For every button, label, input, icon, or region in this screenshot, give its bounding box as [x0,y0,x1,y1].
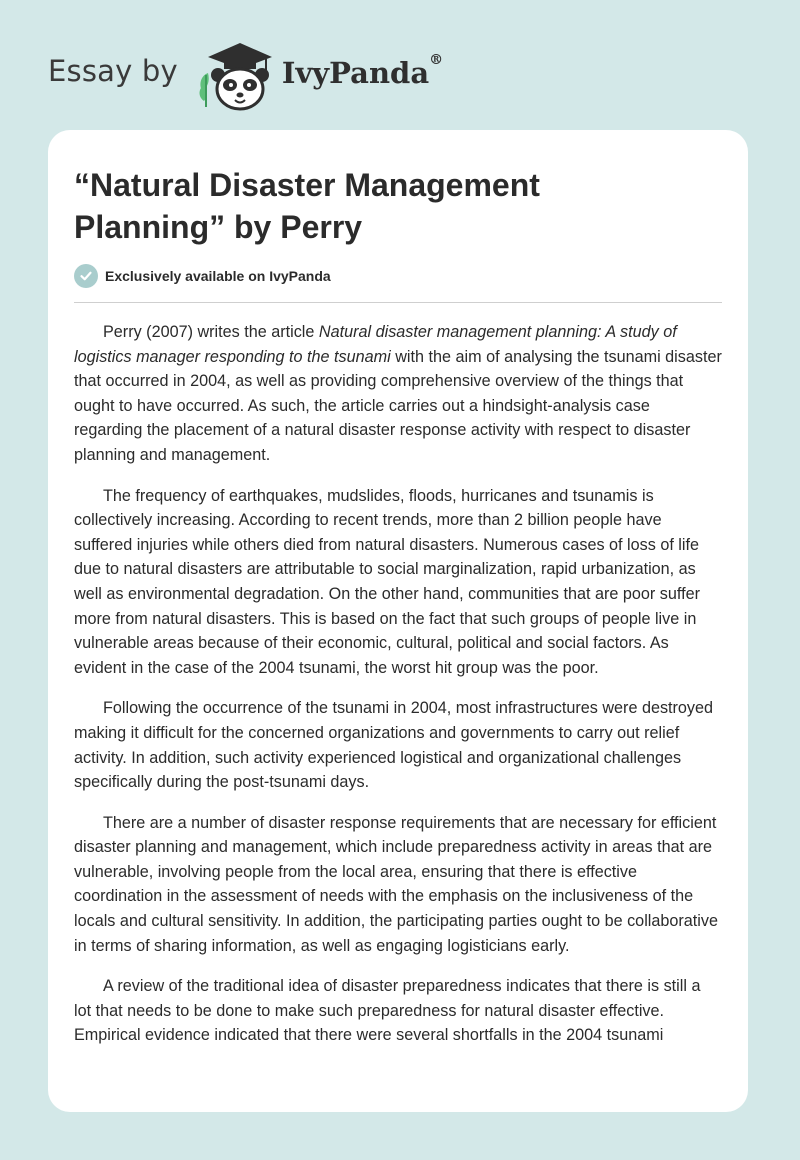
badge-label: Exclusively available on IvyPanda [105,268,331,284]
registered-mark: ® [429,52,444,68]
brand-label: IvyPanda [281,56,430,90]
essay-by-label: Essay by [48,54,178,88]
site-header [48,34,443,114]
divider [74,302,722,303]
essay-card [48,130,748,1112]
article-title-reference: Natural disaster management planning: A study of logistics manager responding to the tsunami [74,323,677,366]
brand-name[interactable] [281,52,444,90]
paragraph-5: A review of the traditional idea of disaster preparedness indicates that there is still a lot that needs to be done to make such preparedness for natural disaster effective. Empirical evidence indicated that there were several shortfalls in the 2004 tsunami [74,977,701,1045]
essay-body [74,320,722,1064]
paragraph-3: Following the occurrence of the tsunami in 2004, most infrastructures were destroyed making it difficult for the concerned organizations and governments to carry out relief activity. In addition, such activity experienced logistical and organizational challenges specifically during the post-tsunami days. [74,699,714,792]
paragraph-4: There are a number of disaster response requirements that are necessary for efficient disaster planning and management, which include preparedness activity in areas that are vulnerable, involving people from the local area, ensuring that there is effective coordination in the assessment of needs with the emphasis on the inclusiveness of the locals and cultural sensitivity. In addition, the participating parties ought to be collaborative in terms of sharing information, as well as engaging logisticians early. [74,813,718,955]
paragraph-2: The frequency of earthquakes, mudslides, floods, hurricanes and tsunamis is collectively increasing. According to recent trends, more than 2 billion people have suffered injuries while others died from natural disasters. Numerous cases of loss of life due to natural disasters are attributable to social marginalization, rapid urbanization, as well as environmental degradation. On the other hand, communities that are poor suffer more from natural disasters. This is based on the fact that such groups of people live in vulnerable areas because of their economic, cultural, political and social factors. As evident in the case of the 2004 tsunami, the worst hit group was the poor. [74,486,700,677]
paragraph-1-intro: Perry (2007) writes the article [103,323,319,341]
paragraph-1 [74,320,722,468]
check-icon [74,264,98,288]
paragraph-1-rest: with the aim of analysing the tsunami disaster that occurred in 2004, as well as providing comprehensive overview of the things that ought to have occurred. As such, the article carries out a hindsight-analysis case regarding the placement of a natural disaster response activity with respect to disaster planning and management. [74,347,722,464]
exclusive-badge [74,264,331,288]
panda-graduate-icon[interactable] [194,35,276,113]
essay-title: “Natural Disaster Management Planning” by Perry [74,167,540,245]
